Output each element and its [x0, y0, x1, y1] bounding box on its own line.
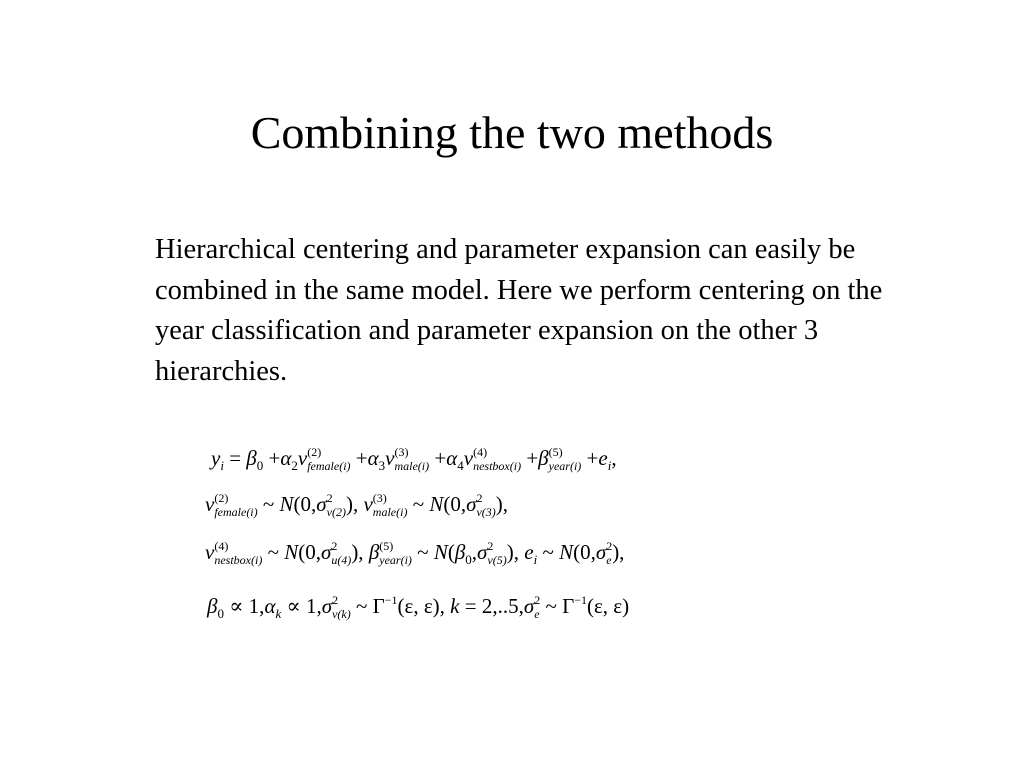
- equation-line-2: [205, 490, 508, 520]
- args-close: ),: [351, 540, 364, 564]
- v-symbol: v: [297, 446, 308, 470]
- gamma-args: (ε, ε): [586, 594, 630, 618]
- gamma-superscript: −1: [384, 593, 398, 607]
- v-nestbox-scripts: (4) nestbox(i): [473, 445, 522, 474]
- y-subscript: i: [220, 458, 224, 473]
- normal-symbol: N: [429, 492, 444, 516]
- args-open: (0,: [298, 540, 321, 564]
- v-symbol: v: [463, 446, 474, 470]
- sigma-symbol: σ: [321, 594, 333, 618]
- alpha-subscript: 2: [291, 458, 298, 473]
- alpha-symbol: α: [446, 446, 458, 470]
- sigma-scripts: 2 e: [534, 593, 541, 622]
- beta-subscript: 0: [217, 606, 224, 621]
- sigma-symbol: σ: [316, 492, 327, 516]
- tilde: ~: [267, 540, 279, 564]
- beta-symbol: β: [368, 540, 380, 564]
- gamma-symbol: Γ: [562, 594, 575, 618]
- k-symbol: k: [450, 594, 460, 618]
- proportional-sign: ∝ 1,: [286, 594, 322, 618]
- args-close: ),: [345, 492, 359, 516]
- sigma-symbol: σ: [523, 594, 535, 618]
- beta-symbol: β: [207, 594, 218, 618]
- comma: ,: [471, 540, 478, 564]
- args-open: (0,: [573, 540, 596, 564]
- alpha-subscript: k: [275, 606, 282, 621]
- v-female-scripts: (2) female(i): [214, 491, 258, 520]
- gamma-superscript: −1: [574, 593, 587, 607]
- args-close: ),: [612, 540, 625, 564]
- e-subscript: i: [533, 552, 538, 567]
- gamma-symbol: Γ: [372, 594, 385, 618]
- sigma-symbol: σ: [595, 540, 607, 564]
- sigma-scripts: 2 v(2): [326, 491, 346, 520]
- model-equations: [205, 438, 845, 622]
- tilde: ~: [542, 540, 554, 564]
- alpha-subscript: 4: [457, 458, 464, 473]
- normal-symbol: N: [433, 540, 448, 564]
- beta-subscript: 0: [256, 458, 264, 473]
- args-close: ),: [495, 492, 509, 516]
- proportional-sign: ∝ 1,: [229, 594, 265, 618]
- slide-title: Combining the two methods: [250, 107, 774, 158]
- y-symbol: y: [211, 446, 221, 470]
- equation-line-1: $y_i = \beta_0 +\alpha_2v$ (2) female(i) $+\alpha_3v$ (3) male(i) $+\alpha_4v$ (4) nestbox(i) +β (5) year(i) $+e_i$,: [211, 445, 617, 474]
- v-male-scripts: (3) male(i): [394, 445, 430, 474]
- beta-symbol: β: [538, 446, 549, 470]
- tilde: ~: [417, 540, 429, 564]
- tilde: ~: [545, 594, 557, 618]
- sigma-scripts: 2 v(k): [332, 593, 351, 622]
- sigma-symbol: σ: [477, 540, 488, 564]
- v-male-scripts: (3) male(i): [372, 491, 408, 520]
- e-subscript: i: [607, 458, 612, 473]
- sigma-scripts: 2 v(5): [487, 539, 507, 568]
- v-female-scripts: (2) female(i): [307, 445, 351, 474]
- sigma-scripts: 2 e: [606, 539, 613, 568]
- gamma-args: (ε, ε),: [397, 594, 445, 618]
- alpha-symbol: α: [280, 446, 292, 470]
- sigma-symbol: σ: [320, 540, 332, 564]
- tilde: ~: [412, 492, 425, 516]
- v-symbol: v: [363, 492, 373, 516]
- args-close: ),: [506, 540, 519, 564]
- equation-line-3: [205, 538, 624, 574]
- beta-year-scripts: (5) year(i): [379, 539, 412, 568]
- beta-subscript: 0: [465, 552, 472, 567]
- tilde: ~: [262, 492, 275, 516]
- alpha-symbol: α: [367, 446, 379, 470]
- beta-year-scripts: (5) year(i): [548, 445, 582, 474]
- e-symbol: e: [598, 446, 608, 470]
- tilde: ~: [355, 594, 368, 618]
- slide-body-text: Hierarchical centering and parameter expansion can easily be combined in the same model. Here we perform centering on the year classification and parameter expansion on the other 3 hierarchies.: [155, 234, 883, 387]
- v-symbol: v: [205, 540, 215, 564]
- normal-symbol: N: [284, 540, 299, 564]
- beta-symbol: β: [454, 540, 466, 564]
- args-open: (0,: [443, 492, 467, 516]
- beta-symbol: β: [246, 446, 257, 470]
- sigma-scripts: 2 u(4): [331, 539, 352, 568]
- normal-symbol: N: [279, 492, 294, 516]
- normal-symbol: N: [559, 540, 574, 564]
- equals-sign: =: [229, 446, 242, 470]
- v-nestbox-scripts: (4) nestbox(i): [214, 539, 263, 568]
- v-symbol: v: [385, 446, 395, 470]
- sigma-scripts: 2 v(3): [476, 491, 496, 520]
- comma: ,: [611, 446, 617, 470]
- sigma-symbol: σ: [466, 492, 477, 516]
- e-symbol: e: [524, 540, 534, 564]
- equation-line-4: [207, 586, 629, 628]
- args-open: (0,: [293, 492, 317, 516]
- alpha-symbol: α: [264, 594, 276, 618]
- k-range: = 2,..5,: [464, 594, 524, 618]
- v-symbol: v: [205, 492, 215, 516]
- args-open: (: [447, 540, 455, 564]
- alpha-subscript: 3: [378, 458, 386, 473]
